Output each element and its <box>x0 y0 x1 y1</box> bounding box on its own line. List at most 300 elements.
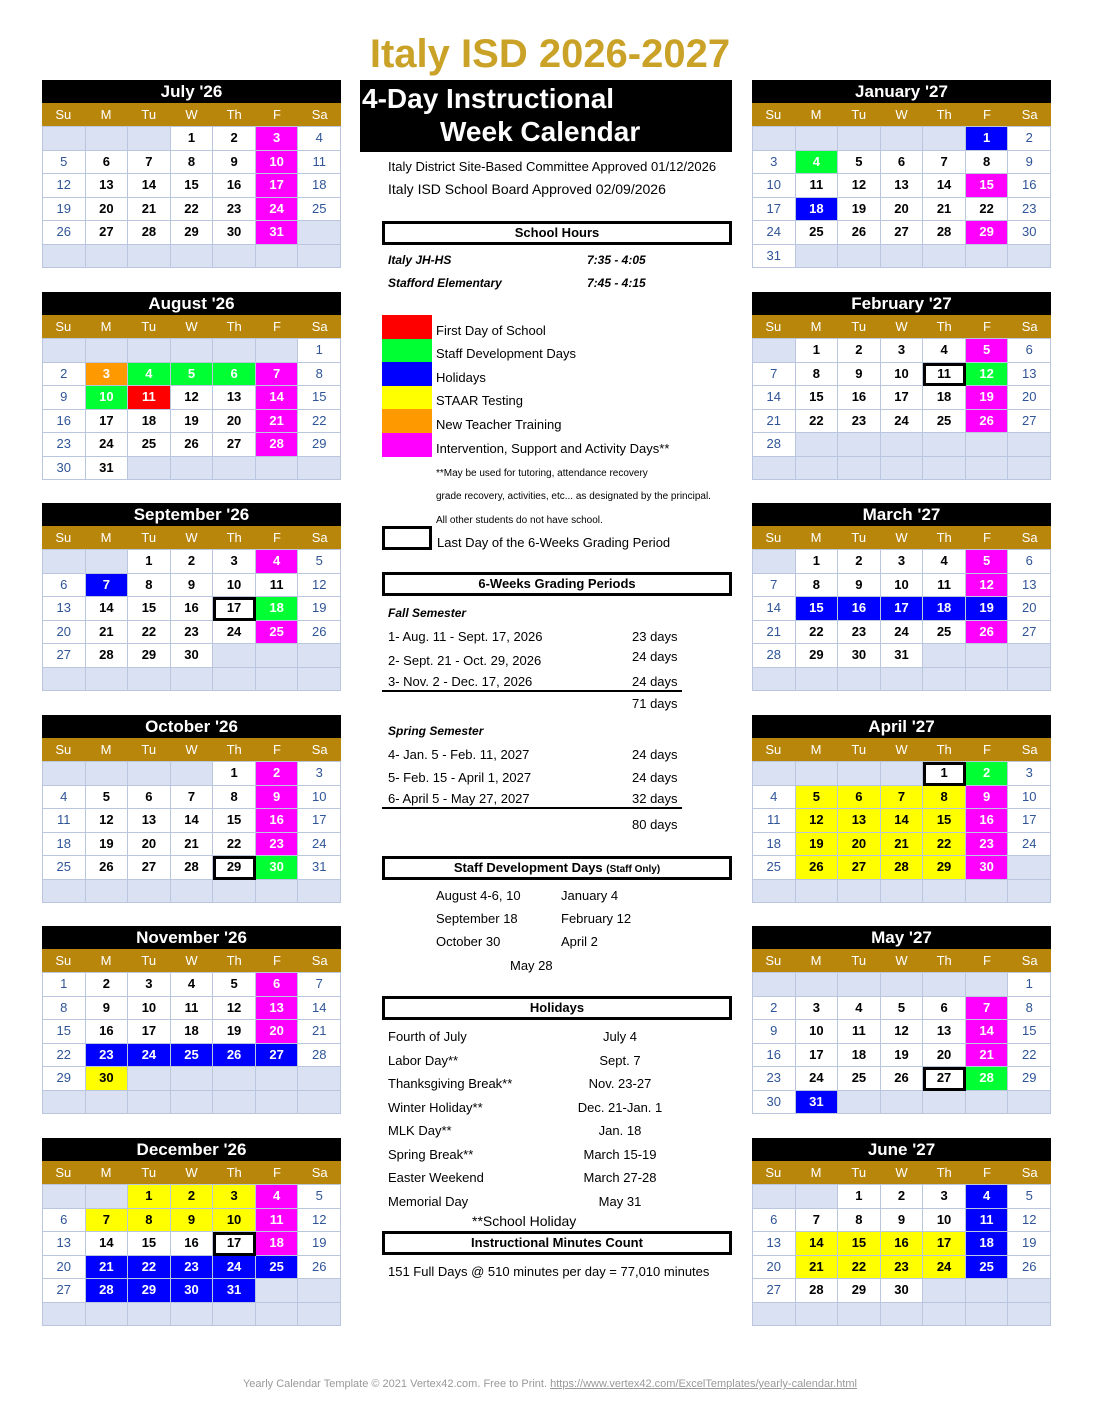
day-cell: 16 <box>256 809 299 833</box>
weekday-label: W <box>185 319 198 334</box>
day-cell: 8 <box>923 786 966 810</box>
legend-swatch-last-day <box>382 526 432 550</box>
empty-day-cell <box>881 762 924 786</box>
day-cell: 12 <box>213 997 256 1021</box>
day-grid <box>752 338 1051 480</box>
day-cell: 6 <box>128 786 171 810</box>
staff-dev-left-2: September 18 <box>436 911 518 926</box>
empty-day-cell <box>128 339 171 363</box>
day-cell: 19 <box>838 198 881 222</box>
day-cell: 26 <box>881 1067 924 1091</box>
empty-day-cell <box>923 457 966 481</box>
school-holiday-note: **School Holiday <box>472 1213 577 1229</box>
day-cell: 26 <box>43 221 86 245</box>
day-cell: 11 <box>923 363 966 387</box>
day-cell: 19 <box>881 1044 924 1068</box>
empty-day-cell <box>86 1091 129 1115</box>
minutes-title: Instructional Minutes Count <box>382 1231 732 1255</box>
day-cell: 4 <box>966 1185 1009 1209</box>
day-cell: 8 <box>43 997 86 1021</box>
day-cell: 2 <box>171 1185 214 1209</box>
empty-day-cell <box>838 762 881 786</box>
empty-day-cell <box>128 880 171 904</box>
holiday-name: Labor Day** <box>388 1052 459 1068</box>
holiday-name: Thanksgiving Break** <box>388 1076 513 1091</box>
month-title: February '27 <box>752 292 1051 315</box>
day-cell: 30 <box>881 1279 924 1303</box>
weekday-label: W <box>895 1165 908 1180</box>
day-cell: 29 <box>128 1279 171 1303</box>
month-title: September '26 <box>42 503 341 526</box>
day-cell: 18 <box>753 833 796 857</box>
day-cell: 17 <box>923 1232 966 1256</box>
day-cell: 21 <box>256 410 299 434</box>
day-cell: 10 <box>881 574 924 598</box>
footer-text: Yearly Calendar Template © 2021 Vertex42.com. Free to Print. <box>242 1378 551 1390</box>
day-cell: 23 <box>838 621 881 645</box>
empty-day-cell <box>796 245 839 269</box>
day-grid <box>752 126 1051 268</box>
empty-day-cell <box>171 668 214 692</box>
day-cell: 22 <box>128 621 171 645</box>
day-cell: 8 <box>966 151 1009 175</box>
empty-day-cell <box>923 1303 966 1327</box>
empty-day-cell <box>128 762 171 786</box>
empty-day-cell <box>881 1091 924 1115</box>
weekday-label: Sa <box>311 742 328 757</box>
day-cell: 3 <box>213 1185 256 1209</box>
day-cell: 31 <box>753 245 796 269</box>
weekday-label: Tu <box>141 742 157 757</box>
empty-day-cell <box>881 973 924 997</box>
empty-day-cell <box>753 550 796 574</box>
day-cell: 21 <box>86 1256 129 1280</box>
weekday-label: F <box>982 107 991 122</box>
day-cell: 22 <box>43 1044 86 1068</box>
empty-day-cell <box>171 880 214 904</box>
empty-day-cell <box>796 1303 839 1327</box>
day-cell: 15 <box>213 809 256 833</box>
empty-day-cell <box>171 1091 214 1115</box>
day-cell: 19 <box>298 597 341 621</box>
empty-day-cell <box>256 1303 299 1327</box>
legend-swatch-new-teacher <box>382 409 432 433</box>
empty-day-cell <box>298 245 341 269</box>
day-cell: 2 <box>753 997 796 1021</box>
day-cell: 27 <box>1008 410 1051 434</box>
empty-day-cell <box>838 1091 881 1115</box>
day-cell: 9 <box>86 997 129 1021</box>
day-cell: 7 <box>753 574 796 598</box>
legend-note-2: grade recovery, activities, etc... as designated by the principal. <box>436 491 711 502</box>
empty-day-cell <box>171 457 214 481</box>
day-cell: 13 <box>213 386 256 410</box>
day-cell: 24 <box>213 621 256 645</box>
empty-day-cell <box>1008 1091 1051 1115</box>
empty-day-cell <box>796 457 839 481</box>
day-cell: 5 <box>298 1185 341 1209</box>
empty-day-cell <box>171 1067 214 1091</box>
day-cell: 14 <box>128 174 171 198</box>
day-cell: 6 <box>881 151 924 175</box>
day-cell: 22 <box>923 833 966 857</box>
day-cell: 29 <box>966 221 1009 245</box>
day-cell: 18 <box>256 597 299 621</box>
empty-day-cell <box>753 880 796 904</box>
empty-day-cell <box>966 1303 1009 1327</box>
weekday-label: Sa <box>311 1165 328 1180</box>
weekday-label: M <box>810 1165 822 1180</box>
day-cell: 7 <box>298 973 341 997</box>
day-cell: 9 <box>838 363 881 387</box>
day-cell: 21 <box>128 198 171 222</box>
month-calendar <box>752 80 1051 268</box>
day-cell: 20 <box>128 833 171 857</box>
day-cell: 9 <box>966 786 1009 810</box>
day-cell: 31 <box>86 457 129 481</box>
day-cell: 1 <box>923 762 966 786</box>
day-cell: 19 <box>171 410 214 434</box>
day-cell: 15 <box>171 174 214 198</box>
day-cell: 8 <box>1008 997 1051 1021</box>
weekday-label: Su <box>765 530 782 545</box>
day-cell: 28 <box>128 221 171 245</box>
day-cell: 8 <box>298 363 341 387</box>
day-cell: 21 <box>753 621 796 645</box>
spring-semester-label: Spring Semester <box>388 724 484 738</box>
day-cell: 8 <box>128 574 171 598</box>
day-cell: 17 <box>1008 809 1051 833</box>
day-cell: 21 <box>298 1020 341 1044</box>
day-cell: 12 <box>796 809 839 833</box>
day-cell: 16 <box>838 597 881 621</box>
weekday-label: Tu <box>851 530 867 545</box>
day-cell: 24 <box>256 198 299 222</box>
day-cell: 30 <box>966 856 1009 880</box>
empty-day-cell <box>86 880 129 904</box>
day-cell: 3 <box>881 550 924 574</box>
legend-label-last-day: Last Day of the 6-Weeks Grading Period <box>437 535 671 550</box>
legend-swatch-intervention <box>382 433 432 457</box>
day-cell: 2 <box>966 762 1009 786</box>
weekday-label: F <box>272 1165 281 1180</box>
day-cell: 16 <box>86 1020 129 1044</box>
empty-day-cell <box>256 339 299 363</box>
weekday-label: Sa <box>1021 319 1038 334</box>
day-cell: 9 <box>171 1209 214 1233</box>
day-cell: 22 <box>213 833 256 857</box>
day-cell: 21 <box>86 621 129 645</box>
grading-days-6: 32 days <box>632 791 678 806</box>
day-cell: 10 <box>298 786 341 810</box>
holiday-name: MLK Day** <box>388 1123 452 1138</box>
day-cell: 31 <box>256 221 299 245</box>
weekday-label: F <box>272 530 281 545</box>
empty-day-cell <box>171 1303 214 1327</box>
day-cell: 20 <box>1008 597 1051 621</box>
empty-day-cell <box>86 127 129 151</box>
empty-day-cell <box>796 880 839 904</box>
day-cell: 10 <box>753 174 796 198</box>
holiday-date: Nov. 23-27 <box>588 1076 652 1091</box>
day-cell: 27 <box>256 1044 299 1068</box>
day-cell: 6 <box>43 574 86 598</box>
day-cell: 1 <box>966 127 1009 151</box>
day-cell: 14 <box>256 386 299 410</box>
day-cell: 20 <box>881 198 924 222</box>
day-cell: 13 <box>1008 363 1051 387</box>
empty-day-cell <box>838 973 881 997</box>
day-cell: 29 <box>1008 1067 1051 1091</box>
month-calendar <box>42 715 341 903</box>
weekday-label: F <box>982 953 991 968</box>
legend-note-3: All other students do not have school. <box>436 515 603 526</box>
day-cell: 28 <box>86 1279 129 1303</box>
day-grid <box>752 972 1051 1114</box>
weekday-label: F <box>982 530 991 545</box>
empty-day-cell <box>753 457 796 481</box>
empty-day-cell <box>753 1185 796 1209</box>
empty-day-cell <box>86 1303 129 1327</box>
day-cell: 5 <box>966 550 1009 574</box>
day-cell: 6 <box>43 1209 86 1233</box>
empty-day-cell <box>838 127 881 151</box>
day-cell: 15 <box>796 597 839 621</box>
day-cell: 30 <box>838 644 881 668</box>
day-cell: 29 <box>213 856 256 880</box>
day-cell: 28 <box>171 856 214 880</box>
day-cell: 16 <box>753 1044 796 1068</box>
empty-day-cell <box>881 245 924 269</box>
day-cell: 5 <box>796 786 839 810</box>
day-cell: 21 <box>966 1044 1009 1068</box>
day-cell: 29 <box>298 433 341 457</box>
staff-dev-right-1: January 4 <box>561 888 619 903</box>
weekday-label: Su <box>55 530 72 545</box>
day-cell: 1 <box>128 550 171 574</box>
empty-day-cell <box>213 1303 256 1327</box>
grading-days-4: 24 days <box>632 747 678 762</box>
day-cell: 30 <box>171 1279 214 1303</box>
empty-day-cell <box>213 245 256 269</box>
day-cell: 3 <box>923 1185 966 1209</box>
empty-day-cell <box>966 644 1009 668</box>
day-cell: 10 <box>796 1020 839 1044</box>
day-cell: 2 <box>838 550 881 574</box>
day-cell: 8 <box>171 151 214 175</box>
day-cell: 19 <box>966 597 1009 621</box>
day-cell: 12 <box>298 1209 341 1233</box>
weekday-header <box>752 1161 1051 1184</box>
day-cell: 10 <box>256 151 299 175</box>
weekday-header <box>42 315 341 338</box>
day-cell: 26 <box>171 433 214 457</box>
day-cell: 11 <box>923 574 966 598</box>
day-cell: 10 <box>213 574 256 598</box>
weekday-label: Th <box>936 319 952 334</box>
weekday-label: Su <box>765 953 782 968</box>
day-cell: 26 <box>966 410 1009 434</box>
day-cell: 14 <box>923 174 966 198</box>
day-cell: 31 <box>298 856 341 880</box>
empty-day-cell <box>796 973 839 997</box>
day-cell: 16 <box>966 809 1009 833</box>
grading-periods-title: 6-Weeks Grading Periods <box>382 572 732 596</box>
weekday-label: Th <box>936 1165 952 1180</box>
day-cell: 24 <box>1008 833 1051 857</box>
day-cell: 13 <box>256 997 299 1021</box>
day-cell: 11 <box>796 174 839 198</box>
day-cell: 19 <box>213 1020 256 1044</box>
weekday-label: Th <box>226 742 242 757</box>
legend-swatch-first-day <box>382 315 432 339</box>
day-cell: 23 <box>1008 198 1051 222</box>
day-cell: 20 <box>86 198 129 222</box>
empty-day-cell <box>881 1303 924 1327</box>
day-cell: 13 <box>881 174 924 198</box>
day-cell: 26 <box>1008 1256 1051 1280</box>
weekday-label: Sa <box>311 107 328 122</box>
weekday-header <box>752 315 1051 338</box>
day-grid <box>752 761 1051 903</box>
day-cell: 29 <box>171 221 214 245</box>
weekday-label: Su <box>765 742 782 757</box>
day-cell: 29 <box>838 1279 881 1303</box>
day-cell: 24 <box>213 1256 256 1280</box>
empty-day-cell <box>1008 668 1051 692</box>
day-cell: 25 <box>43 856 86 880</box>
empty-day-cell <box>1008 856 1051 880</box>
day-cell: 17 <box>86 410 129 434</box>
day-cell: 7 <box>796 1209 839 1233</box>
day-cell: 7 <box>966 997 1009 1021</box>
staff-dev-right-3: April 2 <box>561 934 598 949</box>
hours-name-2: Stafford Elementary <box>388 276 502 290</box>
day-cell: 18 <box>43 833 86 857</box>
day-cell: 17 <box>213 1232 256 1256</box>
day-cell: 3 <box>86 363 129 387</box>
day-cell: 8 <box>796 363 839 387</box>
empty-day-cell <box>128 457 171 481</box>
calendar-heading-box <box>360 80 732 152</box>
day-cell: 16 <box>881 1232 924 1256</box>
day-cell: 20 <box>838 833 881 857</box>
empty-day-cell <box>923 880 966 904</box>
day-cell: 14 <box>171 809 214 833</box>
day-cell: 11 <box>43 809 86 833</box>
legend-swatch-staar <box>382 386 432 410</box>
weekday-label: Th <box>226 1165 242 1180</box>
weekday-label: Tu <box>141 107 157 122</box>
weekday-header <box>42 1161 341 1184</box>
weekday-label: F <box>982 1165 991 1180</box>
footer-link[interactable]: https://www.vertex42.com/ExcelTemplates/yearly-calendar.html <box>550 1378 857 1390</box>
day-cell: 12 <box>1008 1209 1051 1233</box>
day-cell: 2 <box>256 762 299 786</box>
empty-day-cell <box>43 339 86 363</box>
day-cell: 6 <box>256 973 299 997</box>
day-cell: 3 <box>298 762 341 786</box>
day-cell: 24 <box>881 410 924 434</box>
day-cell: 1 <box>171 127 214 151</box>
day-cell: 13 <box>753 1232 796 1256</box>
weekday-label: Th <box>226 107 242 122</box>
weekday-label: F <box>272 742 281 757</box>
day-cell: 10 <box>881 363 924 387</box>
weekday-label: M <box>100 953 112 968</box>
fall-semester-label: Fall Semester <box>388 606 467 620</box>
empty-day-cell <box>1008 433 1051 457</box>
holiday-date: Dec. 21-Jan. 1 <box>577 1099 663 1115</box>
day-grid <box>42 972 341 1114</box>
day-cell: 25 <box>128 433 171 457</box>
weekday-label: Sa <box>1021 1165 1038 1180</box>
day-cell: 23 <box>838 410 881 434</box>
day-cell: 27 <box>881 221 924 245</box>
day-cell: 7 <box>128 151 171 175</box>
day-cell: 13 <box>86 174 129 198</box>
day-cell: 16 <box>43 410 86 434</box>
empty-day-cell <box>43 1303 86 1327</box>
day-cell: 19 <box>966 386 1009 410</box>
day-cell: 20 <box>43 1256 86 1280</box>
empty-day-cell <box>1008 644 1051 668</box>
day-cell: 1 <box>838 1185 881 1209</box>
day-cell: 20 <box>923 1044 966 1068</box>
day-cell: 25 <box>838 1067 881 1091</box>
empty-day-cell <box>838 1303 881 1327</box>
month-title: July '26 <box>42 80 341 103</box>
weekday-label: W <box>185 953 198 968</box>
day-cell: 26 <box>298 621 341 645</box>
day-cell: 15 <box>128 1232 171 1256</box>
day-cell: 23 <box>256 833 299 857</box>
day-cell: 1 <box>796 339 839 363</box>
grading-days-2: 24 days <box>632 649 678 664</box>
day-cell: 18 <box>298 174 341 198</box>
day-cell: 5 <box>86 786 129 810</box>
empty-day-cell <box>838 880 881 904</box>
day-cell: 4 <box>256 550 299 574</box>
weekday-label: Su <box>55 953 72 968</box>
day-cell: 2 <box>43 363 86 387</box>
day-cell: 23 <box>966 833 1009 857</box>
weekday-label: M <box>810 530 822 545</box>
empty-day-cell <box>256 668 299 692</box>
day-cell: 22 <box>796 621 839 645</box>
month-title: April '27 <box>752 715 1051 738</box>
weekday-label: Th <box>226 953 242 968</box>
day-cell: 14 <box>298 997 341 1021</box>
weekday-label: Su <box>55 107 72 122</box>
day-cell: 10 <box>128 997 171 1021</box>
weekday-header <box>42 949 341 972</box>
empty-day-cell <box>753 668 796 692</box>
day-cell: 8 <box>213 786 256 810</box>
day-cell: 18 <box>966 1232 1009 1256</box>
day-cell: 26 <box>966 621 1009 645</box>
day-cell: 31 <box>796 1091 839 1115</box>
day-grid <box>42 549 341 691</box>
empty-day-cell <box>966 433 1009 457</box>
empty-day-cell <box>43 245 86 269</box>
empty-day-cell <box>923 668 966 692</box>
day-cell: 23 <box>171 1256 214 1280</box>
empty-day-cell <box>1008 245 1051 269</box>
weekday-label: Su <box>55 319 72 334</box>
month-title: May '27 <box>752 926 1051 949</box>
day-cell: 27 <box>1008 621 1051 645</box>
